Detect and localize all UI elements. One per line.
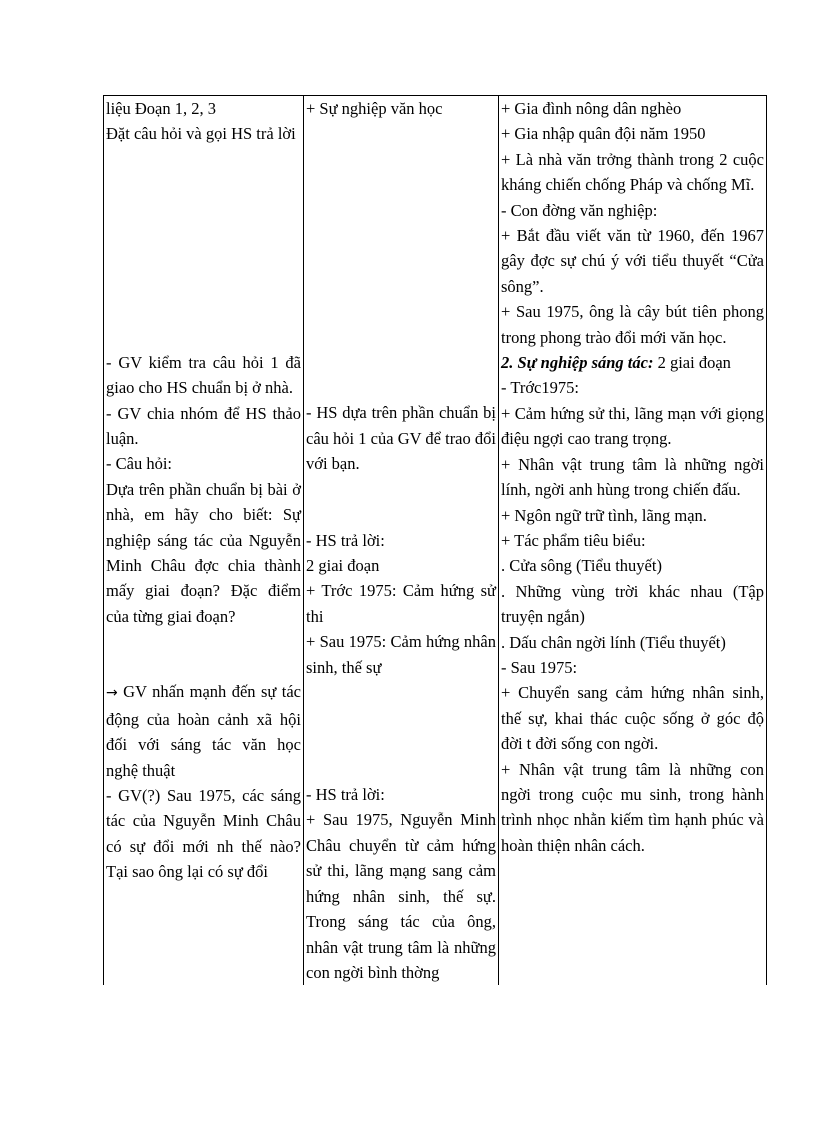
text-paragraph: - GV(?) Sau 1975, các sáng tác của Nguyễn Minh Châu có sự đổi mới nh thế nào? Tại sao ông lại có sự đổi — [106, 785, 301, 882]
spacer — [106, 629, 301, 679]
text-line: + Ngôn ngữ trữ tình, lãng mạn. — [501, 505, 707, 525]
text-line: - HS trả lời: — [306, 785, 385, 805]
text-paragraph: + Bắt đầu viết văn từ 1960, đến 1967 gây đợc sự chú ý với tiểu thuyết “Cửa sông”. — [501, 226, 764, 296]
text-line: - Câu hỏi: — [106, 454, 172, 474]
arrow-right-icon: → — [106, 685, 118, 702]
table-row — [104, 96, 767, 986]
text-line: - Sau 1975: — [501, 657, 578, 677]
text-paragraph: + Chuyển sang cảm hứng nhân sinh, thế sự, khai thác cuộc sống ở góc độ đời t đời sống con ngời. — [501, 683, 764, 754]
text-line: + Sự nghiệp văn học — [306, 99, 443, 118]
text-paragraph: . Những vùng trời khác nhau (Tập truyện ngắn) — [501, 581, 764, 627]
text-paragraph: + Sau 1975: Cảm hứng nhân sinh, thế sự — [306, 632, 496, 677]
content-cell — [499, 96, 767, 986]
text-line: - Trớc1975: — [501, 378, 579, 398]
spacer — [106, 147, 301, 350]
text-paragraph: Đặt câu hỏi và gọi HS trả lời — [106, 124, 296, 144]
text-line: + Gia đình nông dân nghèo — [501, 99, 682, 118]
text-paragraph: + Nhân vật trung tâm là những con ngời trong cuộc mu sinh, trong hành trình nhọc nhằn kiếm tìm hạnh phúc và hoàn thiện nhân cách. — [501, 759, 764, 855]
text-paragraph: Dựa trên phần chuẩn bị bài ở nhà, em hãy cho biết: Sự nghiệp sáng tác của Nguyễn Minh Châu đợc chia thành mấy giai đoạn? Đặc điểm của từng giai đoạn? — [106, 479, 301, 626]
text-paragraph: - GV kiểm tra câu hỏi 1 đã giao cho HS chuẩn bị ở nhà. — [106, 352, 301, 398]
text-paragraph: + Là nhà văn trởng thành trong 2 cuộc kháng chiến chống Pháp và chống Mĩ. — [501, 149, 764, 195]
text-span: GV nhấn mạnh đến sự tác động của hoàn cảnh xã hội đối với sáng tác văn học nghệ thuật — [106, 682, 302, 780]
text-line: liệu Đoạn 1, 2, 3 — [106, 99, 216, 118]
text-paragraph: + Nhân vật trung tâm là những ngời lính, ngời anh hùng trong chiến đấu. — [501, 454, 764, 500]
text-paragraph: . Dấu chân ngời lính (Tiểu thuyết) — [501, 632, 726, 652]
text-line: . Cửa sông (Tiểu thuyết) — [501, 556, 662, 576]
section-heading-bold: 2. Sự nghiệp sáng tác: — [501, 353, 654, 373]
section-heading — [501, 350, 764, 375]
spacer — [306, 680, 496, 782]
text-line: - HS trả lời: — [306, 530, 385, 550]
text-paragraph: + Sau 1975, ông là cây bút tiên phong trong phong trào đổi mới văn học. — [501, 302, 764, 347]
text-paragraph: - GV chia nhóm để HS thảo luận. — [106, 403, 301, 449]
text-line: + Tác phẩm tiêu biểu: — [501, 530, 646, 550]
teacher-activity-cell — [104, 96, 304, 986]
text-line: + Gia nhập quân đội năm 1950 — [501, 124, 706, 144]
spacer — [306, 121, 496, 400]
text-paragraph — [106, 679, 301, 783]
student-activity-cell — [304, 96, 499, 986]
lesson-plan-table — [103, 95, 767, 985]
spacer — [306, 477, 496, 528]
section-heading-rest: 2 giai đoạn — [653, 353, 731, 373]
text-line: - Con đờng văn nghiệp: — [501, 200, 658, 220]
text-paragraph: + Cảm hứng sử thi, lãng mạn với giọng điệu ngợi cao trang trọng. — [501, 403, 764, 449]
text-paragraph: - HS dựa trên phần chuẩn bị câu hỏi 1 của GV để trao đổi với bạn. — [306, 403, 496, 474]
text-paragraph: + Sau 1975, Nguyễn Minh Châu chuyển từ cảm hứng sử thi, lãng mạng sang cảm hứng nhân sinh, thế sự. Trong sáng tác của ông, nhân vật trung tâm là những con ngời bình thờng — [306, 810, 496, 982]
text-paragraph: + Trớc 1975: Cảm hứng sử thi — [306, 581, 496, 626]
text-line: 2 giai đoạn — [306, 556, 380, 576]
